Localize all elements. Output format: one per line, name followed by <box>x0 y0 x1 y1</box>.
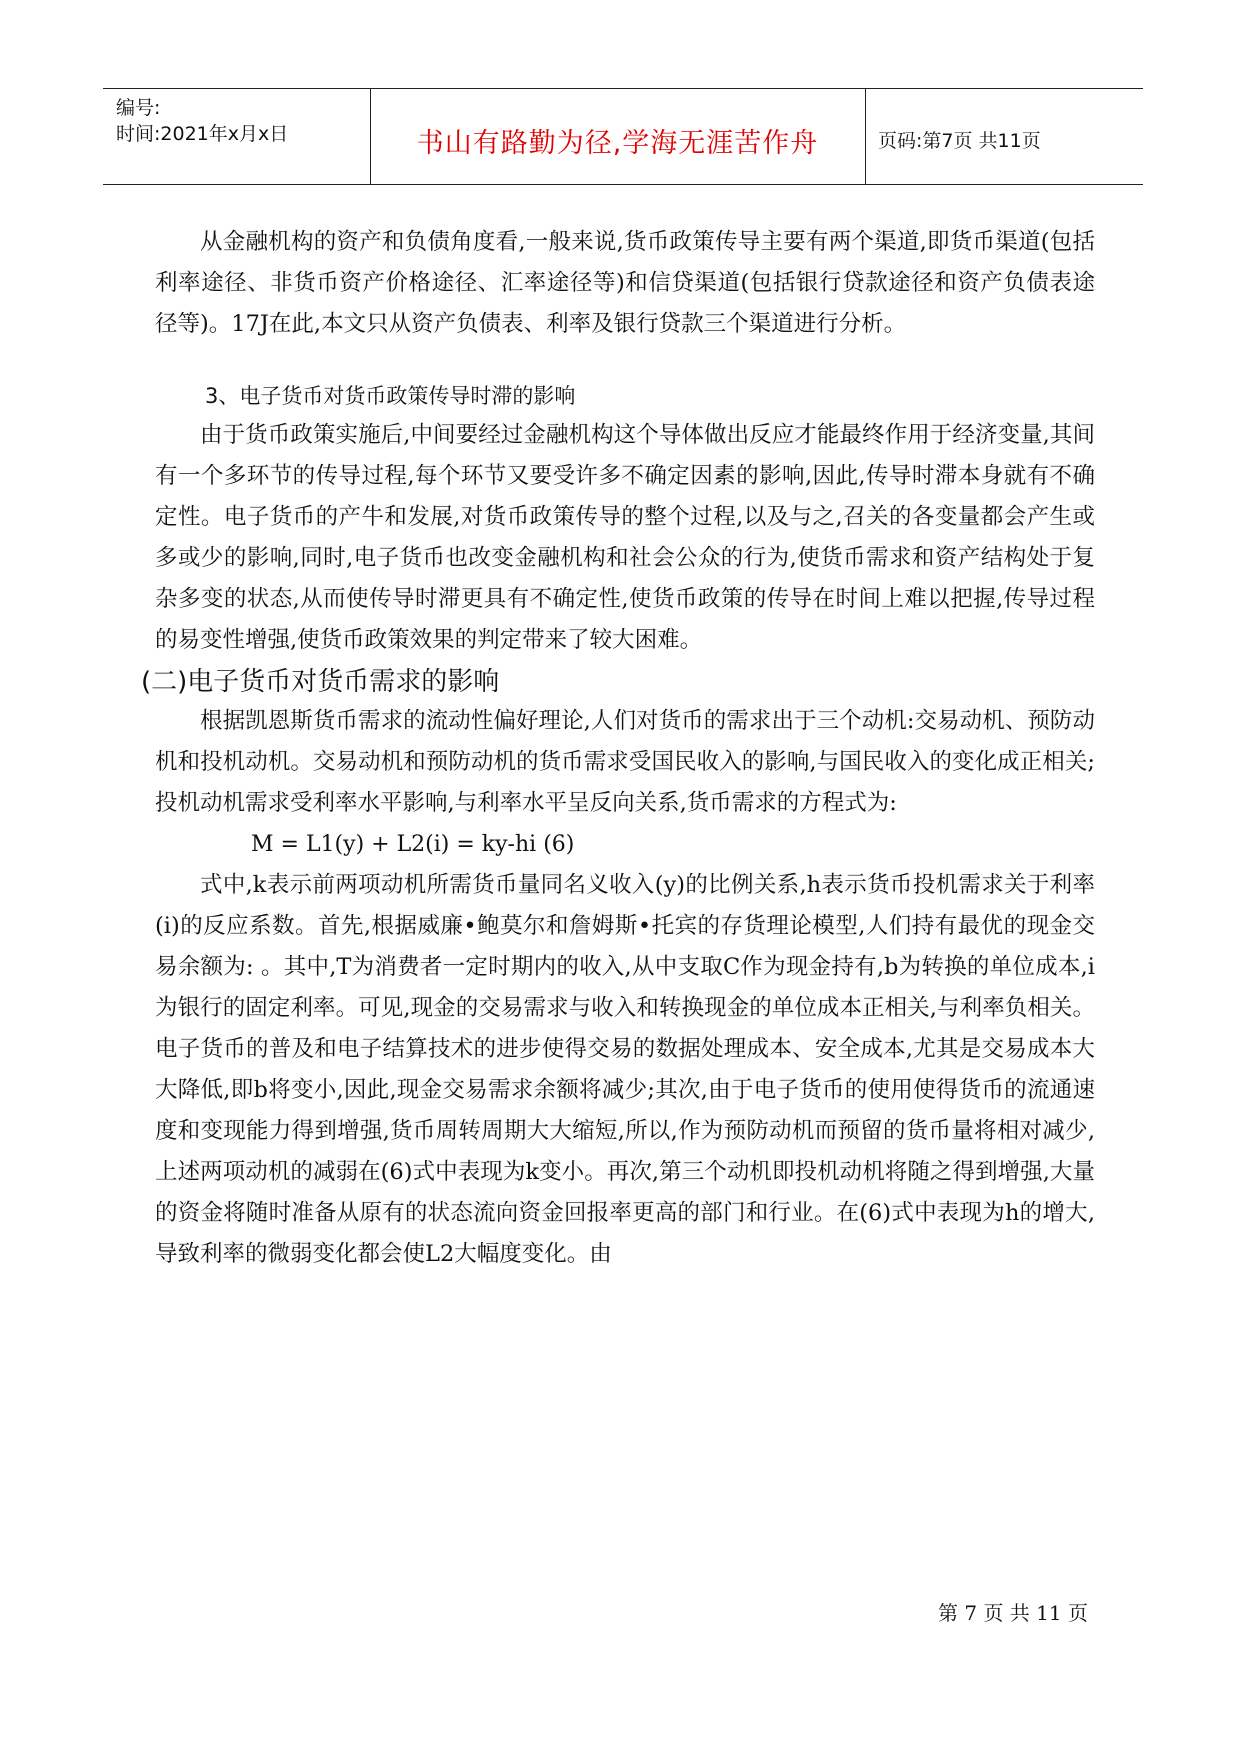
paragraph-transmission-channels: 从金融机构的资产和负债角度看,一般来说,货币政策传导主要有两个渠道,即货币渠道(包括利率途径、非货币资产价格途径、汇率途径等)和信贷渠道(包括银行贷款途径和资产负债表途径等)。17J在此,本文只从资产负债表、利率及银行贷款三个渠道进行分析。 <box>155 229 1095 337</box>
paragraph-formula-explanation: 式中,k表示前两项动机所需货币量同名义收入(y)的比例关系,h表示货币投机需求关于利率(i)的反应系数。首先,根据威廉•鲍莫尔和詹姆斯•托宾的存货理论模型,人们持有最优的现金交易余额为: 。其中,T为消费者一定时期内的收入,从中支取C作为现金持有,b为转换的单位成本,i为银行的固定利率。可见,现金的交易需求与收入和转换现金的单位成本正相关,与利率负相关。电子货币的普及和电子结算技术的进步使得交易的数据处理成本、安全成本,尤其是交易成本大大降低,即b将变小,因此,现金交易需求余额将减少;其次,由于电子货币的使用使得货币的流通速度和变现能力得到增强,货币周转周期大大缩短,所以,作为预防动机而预留的货币量将相对减少,上述两项动机的减弱在(6)式中表现为k变小。再次,第三个动机即投机动机将随之得到增强,大量的资金将随时准备从原有的状态流向资金回报率更高的部门和行业。在(6)式中表现为h的增大,导致利率的微弱变化都会使L2大幅度变化。由 <box>155 872 1095 1267</box>
section-heading-2: (二)电子货币对货币需求的影响 <box>141 667 500 697</box>
money-demand-formula: M = L1(y) + L2(i) = ky-hi (6) <box>251 832 575 857</box>
page-header <box>103 88 1143 185</box>
document-body <box>141 222 1095 1275</box>
paragraph-keynes-demand: 根据凯恩斯货币需求的流动性偏好理论,人们对货币的需求出于三个动机:交易动机、预防动机和投机动机。交易动机和预防动机的货币需求受国民收入的影响,与国民收入的变化成正相关;投机动机需求受利率水平影响,与利率水平呈反向关系,货币需求的方程式为: <box>155 708 1095 816</box>
page-footer: 第 7 页 共 11 页 <box>938 1601 1088 1625</box>
section-heading-3: 3、电子货币对货币政策传导时滞的影响 <box>205 384 576 408</box>
header-page-cell <box>865 89 1143 184</box>
document-time-label: 时间:2021年x月x日 <box>116 123 289 145</box>
header-motto-cell <box>370 89 866 184</box>
document-number-label: 编号: <box>116 97 161 119</box>
paragraph-time-lag: 由于货币政策实施后,中间要经过金融机构这个导体做出反应才能最终作用于经济变量,其间有一个多环节的传导过程,每个环节又要受许多不确定因素的影响,因此,传导时滞本身就有不确定性。电子货币的产牛和发展,对货币政策传导的整个过程,以及与之,召关的各变量都会产生或多或少的影响,同时,电子货币也改变金融机构和社会公众的行为,使货币需求和资产结构处于复杂多变的状态,从而使传导时滞更具有不确定性,使货币政策的传导在时间上难以把握,传导过程的易变性增强,使货币政策效果的判定带来了较大困难。 <box>155 422 1095 653</box>
header-meta-cell <box>103 89 371 184</box>
header-page-code: 页码:第7页 共11页 <box>878 130 1041 152</box>
header-motto: 书山有路勤为径,学海无涯苦作舟 <box>416 128 819 159</box>
